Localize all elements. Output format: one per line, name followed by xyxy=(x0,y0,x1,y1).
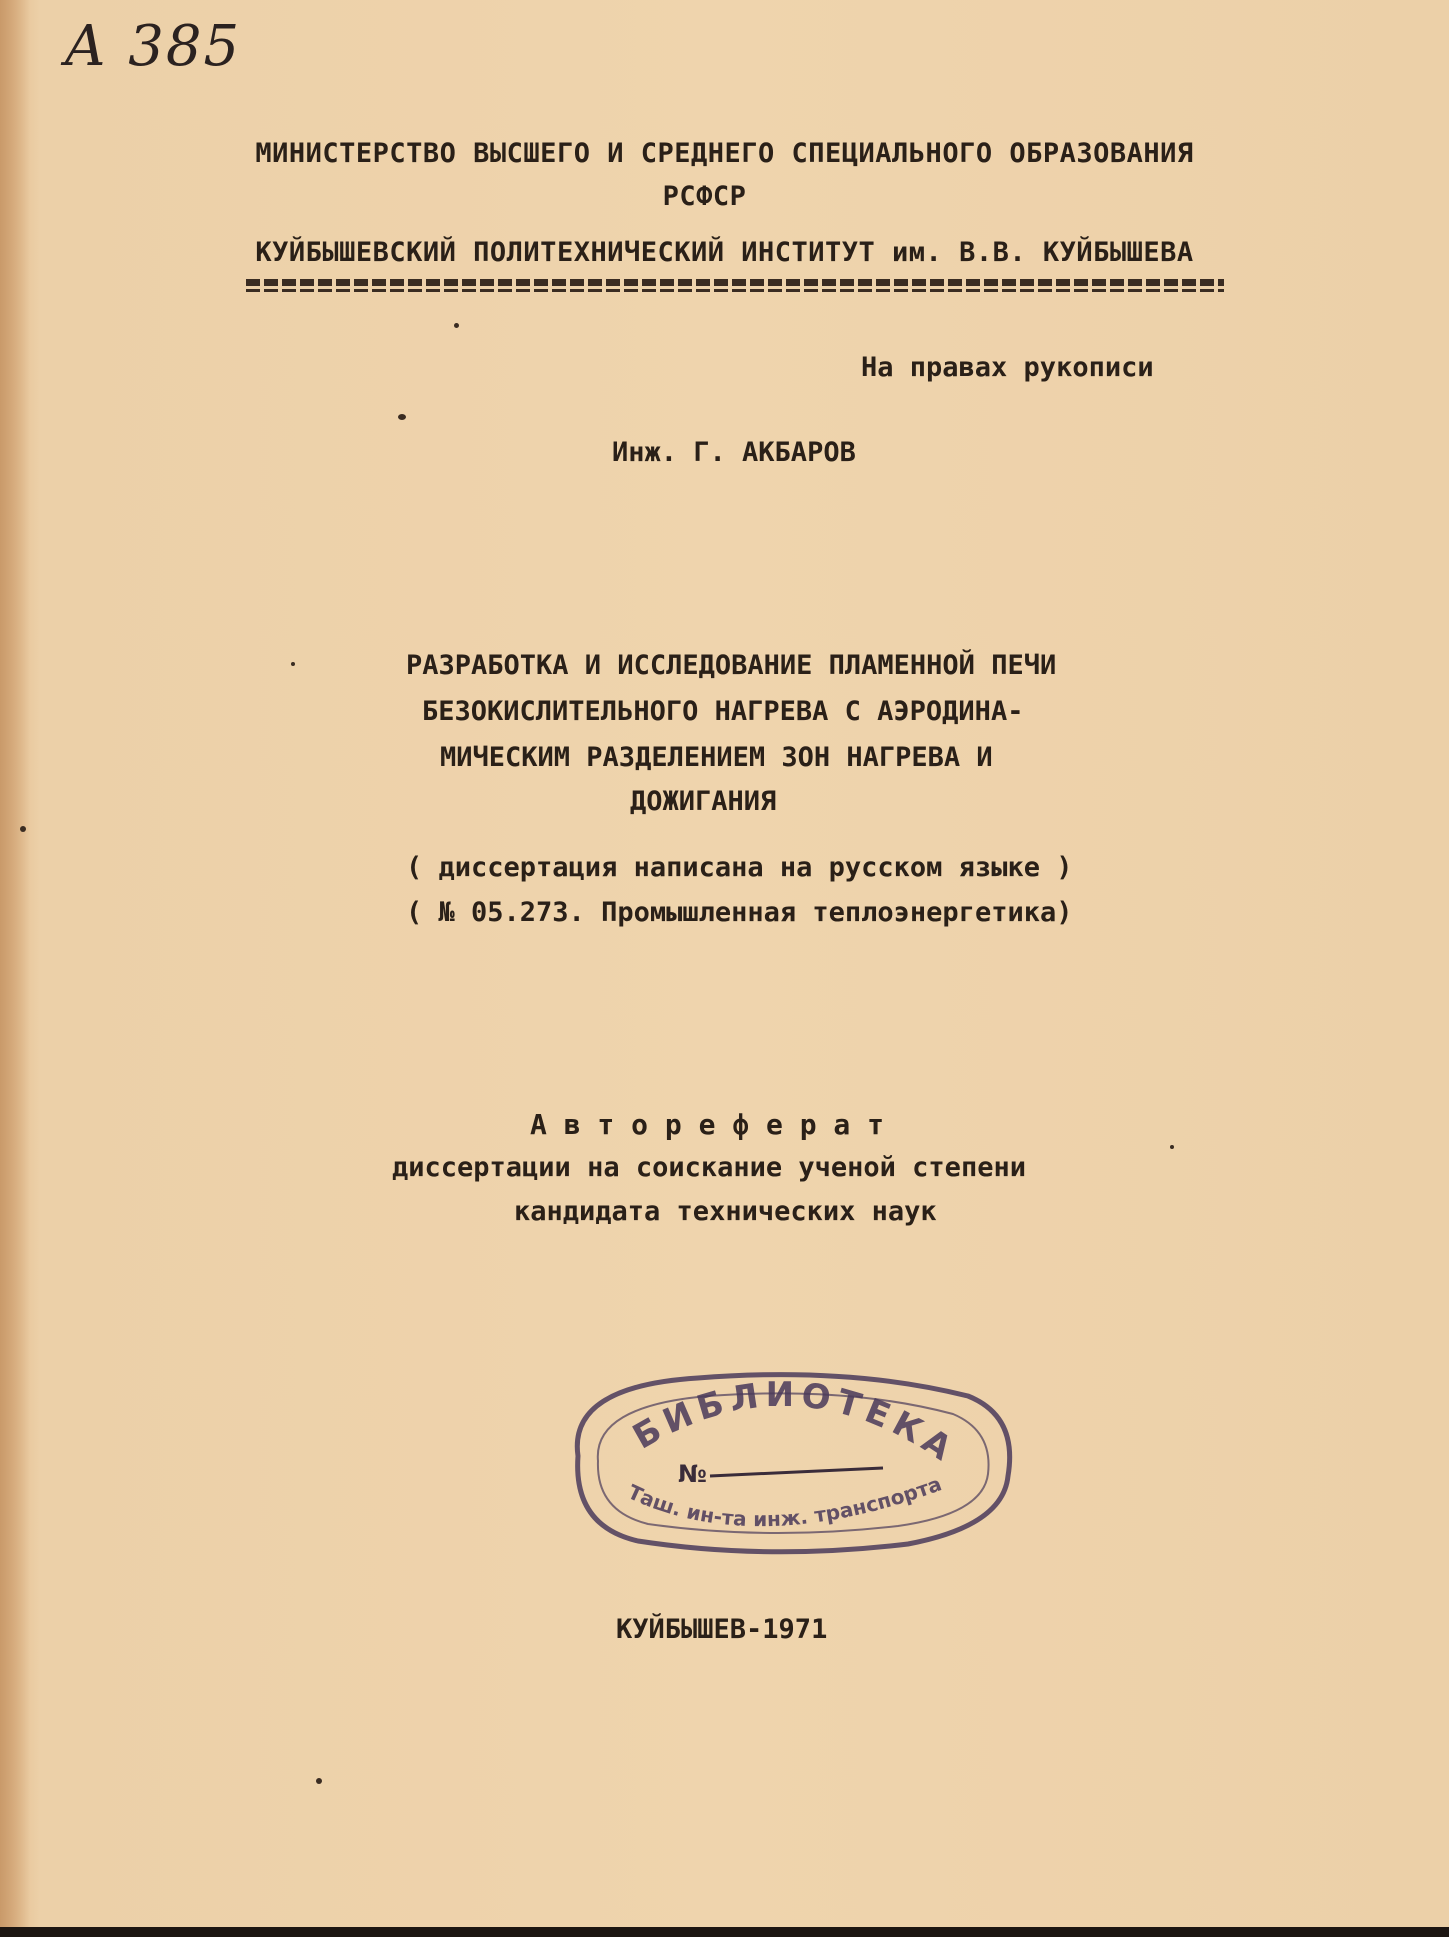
author-name: Инж. Г. АКБАРОВ xyxy=(612,437,856,468)
ministry-line: МИНИСТЕРСТВО ВЫСШЕГО И СРЕДНЕГО СПЕЦИАЛЬНОГО ОБРАЗОВАНИЯ xyxy=(255,138,1194,169)
ink-speck xyxy=(291,662,295,666)
library-stamp xyxy=(548,1356,1018,1556)
language-note: ( диссертация написана на русском языке ) xyxy=(406,852,1073,883)
specialty-note: ( № 05.273. Промышленная теплоэнергетика) xyxy=(406,897,1073,928)
ink-speck xyxy=(398,414,406,420)
stamp-number-label: № xyxy=(678,1460,707,1488)
page-edge-shadow xyxy=(0,0,30,1937)
republic-line: РСФСР xyxy=(662,181,747,212)
scan-bottom-edge xyxy=(0,1927,1449,1937)
title-line-3: МИЧЕСКИМ РАЗДЕЛЕНИЕМ ЗОН НАГРЕВА И xyxy=(440,742,993,773)
ink-speck xyxy=(1170,1145,1174,1149)
abstract-line-1: диссертации на соискание ученой степени xyxy=(392,1152,1026,1183)
header-divider-thin xyxy=(246,289,1224,292)
title-line-1: РАЗРАБОТКА И ИССЛЕДОВАНИЕ ПЛАМЕННОЙ ПЕЧИ xyxy=(406,650,1057,681)
header-divider xyxy=(246,279,1224,286)
abstract-line-2: кандидата технических наук xyxy=(514,1196,937,1227)
city-year: КУЙБЫШЕВ-1971 xyxy=(616,1614,828,1645)
ink-speck xyxy=(20,826,26,832)
stamp-top-text: БИБЛИОТЕКА xyxy=(626,1374,964,1473)
svg-text:Таш. ин-та инж. транспорта xyxy=(624,1471,944,1531)
title-line-2: БЕЗОКИСЛИТЕЛЬНОГО НАГРЕВА С АЭРОДИНА- xyxy=(422,696,1024,727)
ink-speck xyxy=(454,323,459,328)
abstract-label: А в т о р е ф е р а т xyxy=(530,1108,885,1141)
rights-note: На правах рукописи xyxy=(861,352,1154,383)
stamp-bottom-text: Таш. ин-та инж. транспорта xyxy=(624,1471,945,1532)
institute-line: КУЙБЫШЕВСКИЙ ПОЛИТЕХНИЧЕСКИЙ ИНСТИТУТ им. В.В. КУЙБЫШЕВА xyxy=(255,237,1194,268)
ink-speck xyxy=(316,1778,322,1784)
title-line-4: ДОЖИГАНИЯ xyxy=(630,786,777,817)
svg-text:БИБЛИОТЕКА xyxy=(626,1375,963,1472)
handwritten-code: А 385 xyxy=(64,14,242,79)
